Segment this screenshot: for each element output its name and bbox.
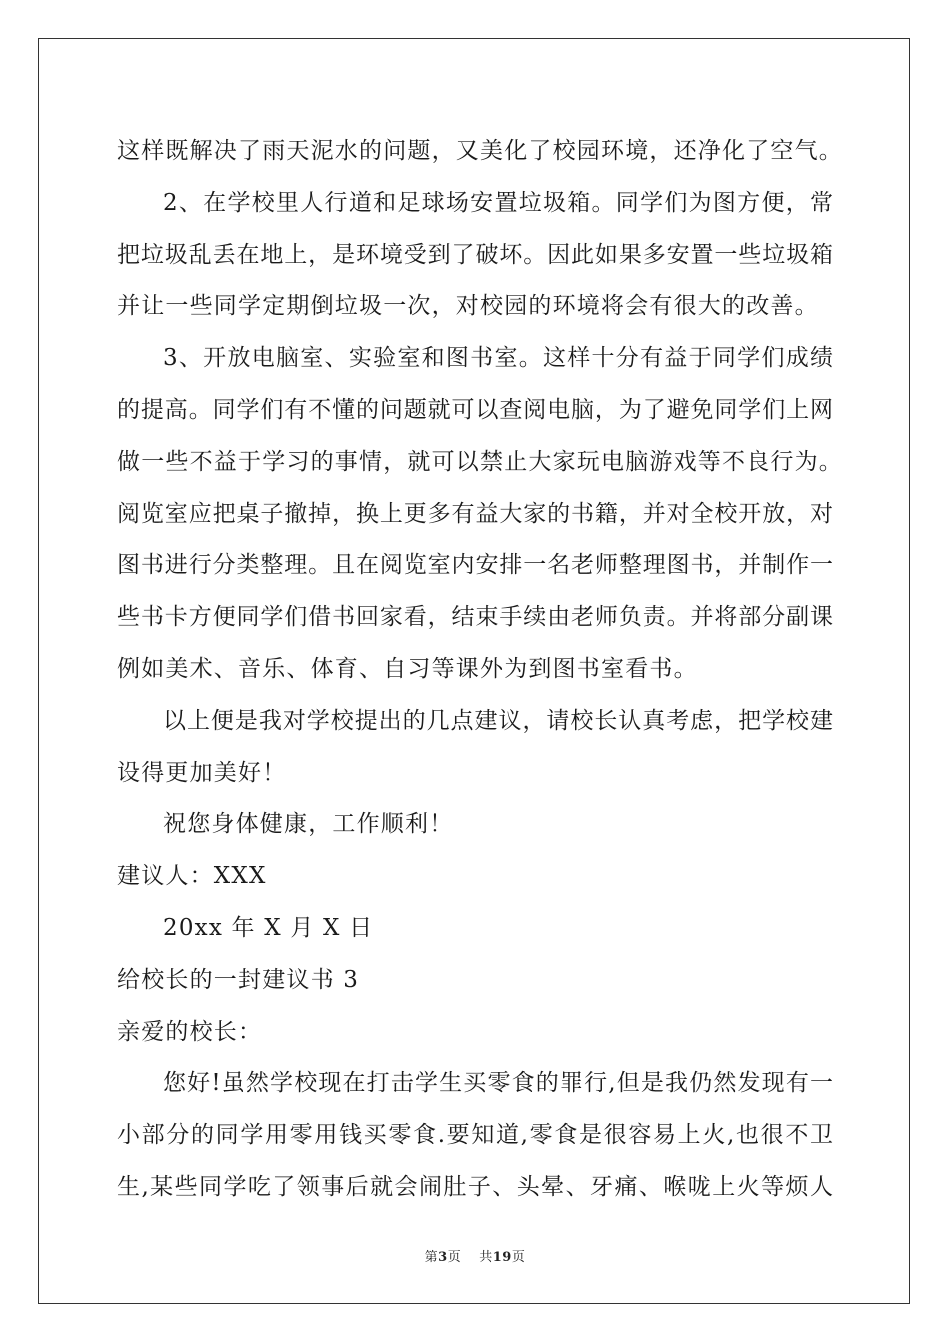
document-body	[117, 126, 843, 1214]
footer-total-prefix: 共	[479, 1250, 493, 1265]
text-line: 并让一些同学定期倒垃圾一次，对校园的环境将会有很大的改善。	[117, 293, 819, 320]
text-line: 建议人：XXX	[117, 863, 267, 890]
text-line: 祝您身体健康，工作顺利！	[163, 811, 454, 838]
text-line: 些书卡方便同学们借书回家看，结束手续由老师负责。并将部分副课	[117, 604, 833, 631]
page-footer	[0, 1246, 950, 1265]
text-line: 做一些不益于学习的事情，就可以禁止大家玩电脑游戏等不良行为。	[117, 448, 843, 475]
text-line: 以上便是我对学校提出的几点建议，请校长认真考虑，把学校建	[163, 707, 833, 734]
text-line: 把垃圾乱丢在地上，是环境受到了破坏。因此如果多安置一些垃圾箱	[117, 241, 833, 268]
footer-page-prefix: 第	[424, 1250, 439, 1265]
text-line: 阅览室应把桌子撤掉，换上更多有益大家的书籍，并对全校开放，对	[117, 500, 833, 527]
text-line: 20xx 年 X 月 X 日	[163, 914, 374, 941]
text-line: 亲爱的校长：	[117, 1018, 263, 1045]
text-line: 给校长的一封建议书 3	[117, 966, 360, 993]
text-line: 的提高。同学们有不懂的问题就可以查阅电脑，为了避免同学们上网	[117, 396, 833, 423]
text-line: 3、开放电脑室、实验室和图书室。这样十分有益于同学们成绩	[163, 345, 833, 372]
text-line: 2、在学校里人行道和足球场安置垃圾箱。同学们为图方便，常	[163, 189, 833, 216]
text-line: 小部分的同学用零用钱买零食.要知道,零食是很容易上火,也很不卫	[117, 1122, 833, 1149]
footer-page-suffix: 页	[447, 1250, 462, 1265]
text-line: 生,某些同学吃了领事后就会闹肚子、头晕、牙痛、喉咙上火等烦人	[117, 1173, 833, 1200]
text-line: 这样既解决了雨天泥水的问题，又美化了校园环境，还净化了空气。	[117, 138, 843, 164]
text-line: 例如美术、音乐、体育、自习等课外为到图书室看书。	[117, 655, 698, 682]
footer-total-suffix: 页	[511, 1250, 526, 1265]
text-line: 设得更加美好！	[117, 759, 287, 786]
text-line: 图书进行分类整理。且在阅览室内安排一名老师整理图书，并制作一	[117, 552, 833, 579]
footer-page-number: 3	[438, 1250, 448, 1265]
text-line: 您好!虽然学校现在打击学生买零食的罪行,但是我仍然发现有一	[163, 1070, 833, 1097]
footer-total-number: 19	[492, 1250, 512, 1265]
